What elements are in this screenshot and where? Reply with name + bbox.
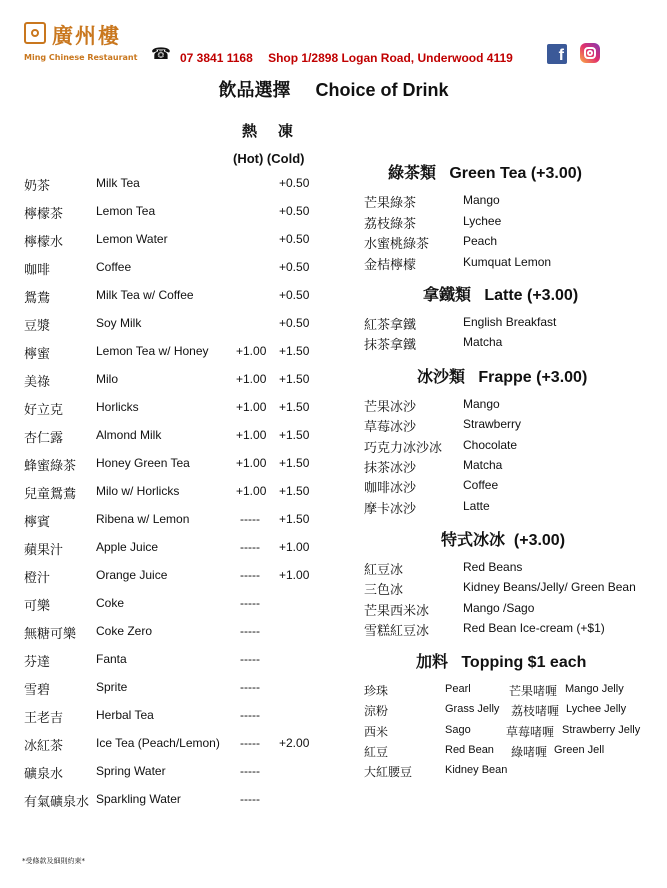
item-name-en: Strawberry	[463, 417, 522, 432]
drink-hot-price: +1.00	[236, 400, 267, 414]
drink-name-cn: 豆漿	[24, 319, 51, 334]
drink-name-en: Coke Zero	[96, 624, 153, 638]
drink-name-en: Orange Juice	[96, 568, 168, 582]
topping-name-en: Strawberry Jelly	[562, 723, 641, 736]
drink-name-en: Lemon Water	[96, 232, 168, 246]
item-name-cn: 咖啡冰沙	[364, 481, 417, 497]
drink-name-en: Apple Juice	[96, 540, 159, 554]
item-name-en: English Breakfast	[463, 315, 557, 329]
phone-number: 07 3841 1168	[180, 51, 253, 65]
drink-cold-price: +1.50	[279, 344, 310, 358]
drink-name-cn: 橙汁	[24, 571, 51, 586]
drink-name-cn: 美祿	[24, 375, 51, 390]
drink-hot-price: -----	[240, 764, 260, 778]
green-tea-heading: 綠茶類 Green Tea (+3.00)	[388, 165, 582, 182]
drink-name-en: Fanta	[96, 652, 127, 666]
topping-name-en: Pearl	[445, 683, 471, 695]
item-name-en: Mango	[463, 193, 500, 207]
hot-cold-header-cn: 熱 凍	[242, 122, 293, 140]
drink-hot-price: -----	[240, 624, 260, 638]
drink-hot-price: -----	[240, 736, 260, 750]
topping-name-en: Grass Jelly	[445, 703, 500, 716]
latte-heading: 拿鐵類 Latte (+3.00)	[423, 287, 579, 304]
drink-name-cn: 檸檬茶	[24, 207, 64, 222]
topping-name-en: Mango Jelly	[565, 683, 624, 695]
item-name-cn: 紅豆冰	[364, 563, 404, 578]
item-name-cn: 草莓冰沙	[364, 420, 417, 436]
topping-name-cn: 綠啫喱	[511, 744, 548, 759]
drink-name-cn: 檸蜜	[24, 347, 51, 362]
drink-name-cn: 檸賓	[24, 515, 51, 530]
drink-name-cn: 冰紅茶	[24, 739, 64, 754]
item-name-en: Mango	[463, 397, 500, 411]
drink-hot-price: +1.00	[236, 456, 267, 470]
drink-name-cn: 蜂蜜綠茶	[24, 459, 77, 474]
item-name-cn: 抹茶冰沙	[364, 460, 417, 476]
item-name-cn: 摩卡冰沙	[364, 501, 417, 517]
item-name-en: Matcha	[463, 457, 503, 472]
drink-name-cn: 有氣礦泉水	[24, 795, 90, 810]
drink-name-cn: 鴛鴦	[24, 291, 51, 306]
drink-name-cn: 檸檬水	[24, 235, 64, 250]
drink-name-en: Lemon Tea w/ Honey	[96, 344, 209, 358]
page-title: 飲品選擇 Choice of Drink	[218, 80, 449, 100]
facebook-icon[interactable]: f	[547, 44, 567, 64]
item-name-en: Coffee	[463, 478, 499, 493]
topping-name-cn: 大紅腰豆	[364, 765, 413, 780]
drink-name-en: Milo	[96, 372, 119, 386]
drink-cold-price: +1.50	[279, 400, 310, 414]
drink-name-en: Sprite	[96, 680, 128, 694]
drink-name-en: Ribena w/ Lemon	[96, 512, 190, 526]
drink-name-cn: 無糖可樂	[24, 627, 77, 642]
drink-name-en: Spring Water	[96, 764, 166, 778]
item-name-cn: 芒果冰沙	[364, 400, 417, 415]
drink-cold-price: +0.50	[279, 176, 310, 190]
item-name-en: Matcha	[463, 335, 503, 349]
item-name-cn: 芒果綠茶	[364, 196, 417, 211]
brand-name-en: Ming Chinese Restaurant	[24, 53, 138, 62]
brand-name-cn: 廣州樓	[52, 23, 121, 48]
logo-icon	[24, 22, 46, 44]
item-name-en: Kidney Beans/Jelly/ Green Bean	[463, 580, 636, 595]
drink-name-en: Coffee	[96, 260, 132, 274]
item-name-cn: 雪糕紅豆冰	[364, 623, 430, 639]
drink-name-en: Milo w/ Horlicks	[96, 484, 180, 498]
drink-name-en: Milk Tea	[96, 176, 140, 190]
topping-name-cn: 芒果啫喱	[509, 684, 558, 698]
item-name-en: Latte	[463, 498, 490, 513]
drink-name-cn: 杏仁露	[24, 431, 64, 446]
drink-hot-price: +1.00	[236, 484, 267, 498]
drink-name-cn: 奶茶	[24, 179, 51, 194]
drink-name-cn: 兒童鴛鴦	[24, 487, 77, 502]
topping-name-en: Lychee Jelly	[566, 703, 627, 716]
address: Shop 1/2898 Logan Road, Underwood 4119	[268, 51, 513, 65]
drink-name-cn: 可樂	[24, 599, 51, 614]
drink-name-cn: 芬達	[24, 655, 51, 670]
topping-name-cn: 草莓啫喱	[506, 724, 555, 739]
drink-hot-price: -----	[240, 568, 260, 582]
topping-name-en: Kidney Bean	[445, 764, 508, 777]
item-name-cn: 巧克力冰沙冰	[364, 440, 443, 456]
drink-hot-price: +1.00	[236, 428, 267, 442]
drink-name-en: Coke	[96, 596, 125, 610]
drink-cold-price: +1.00	[279, 568, 310, 582]
footnote: *受條款及細則約束*	[22, 857, 85, 865]
drink-cold-price: +2.00	[279, 736, 310, 750]
special-ice-heading: 特式冰冰 (+3.00)	[441, 532, 566, 549]
item-name-en: Chocolate	[463, 437, 518, 452]
topping-name-cn: 珍珠	[364, 684, 389, 698]
item-name-cn: 紅茶拿鐵	[364, 318, 417, 333]
drink-cold-price: +1.50	[279, 484, 310, 498]
drink-hot-price: -----	[240, 596, 260, 610]
topping-name-cn: 西米	[364, 724, 389, 739]
drink-cold-price: +1.50	[279, 428, 310, 442]
drink-cold-price: +1.50	[279, 512, 310, 526]
item-name-cn: 抹茶拿鐵	[364, 338, 417, 353]
drink-hot-price: +1.00	[236, 344, 267, 358]
item-name-cn: 金桔檸檬	[364, 257, 417, 273]
topping-name-en: Red Bean	[445, 743, 494, 756]
drink-cold-price: +0.50	[279, 204, 310, 218]
topping-name-cn: 荔枝啫喱	[511, 704, 560, 719]
drink-name-en: Soy Milk	[96, 316, 142, 330]
drink-cold-price: +0.50	[279, 288, 310, 302]
topping-name-cn: 紅豆	[364, 744, 389, 759]
frappe-heading: 冰沙類 Frappe (+3.00)	[417, 369, 588, 386]
item-name-en: Red Bean Ice-cream (+$1)	[463, 620, 605, 635]
drink-name-cn: 王老吉	[24, 711, 64, 726]
drink-hot-price: -----	[240, 708, 260, 722]
drink-hot-price: -----	[240, 652, 260, 666]
topping-name-cn: 涼粉	[364, 704, 389, 719]
drink-cold-price: +0.50	[279, 232, 310, 246]
topping-heading: 加料 Topping $1 each	[416, 654, 587, 671]
instagram-icon[interactable]	[580, 43, 600, 63]
drink-name-en: Ice Tea (Peach/Lemon)	[96, 736, 220, 750]
item-name-en: Red Beans	[463, 560, 523, 574]
drink-cold-price: +1.50	[279, 372, 310, 386]
item-name-cn: 芒果西米冰	[364, 603, 430, 619]
topping-name-en: Green Jell	[554, 743, 605, 756]
drink-cold-price: +1.00	[279, 540, 310, 554]
drink-name-cn: 蘋果汁	[24, 543, 64, 558]
item-name-cn: 荔枝綠茶	[364, 216, 417, 232]
drink-cold-price: +0.50	[279, 316, 310, 330]
item-name-cn: 三色冰	[364, 583, 404, 599]
drink-hot-price: -----	[240, 540, 260, 554]
topping-name-en: Sago	[445, 723, 471, 736]
drink-cold-price: +0.50	[279, 260, 310, 274]
drink-hot-price: -----	[240, 680, 260, 694]
drink-hot-price: -----	[240, 792, 260, 806]
drink-name-cn: 好立克	[24, 403, 64, 418]
item-name-en: Kumquat Lemon	[463, 254, 552, 269]
item-name-en: Lychee	[463, 213, 502, 228]
hot-cold-header-en: (Hot) (Cold)	[233, 151, 305, 166]
item-name-en: Mango /Sago	[463, 600, 535, 615]
contact-line	[180, 51, 525, 65]
drink-name-en: Sparkling Water	[96, 792, 181, 806]
drink-name-en: Lemon Tea	[96, 204, 156, 218]
drink-hot-price: -----	[240, 512, 260, 526]
drink-name-cn: 咖啡	[24, 263, 51, 278]
drink-name-en: Milk Tea w/ Coffee	[96, 288, 194, 302]
phone-icon: ☎	[151, 44, 171, 63]
drink-cold-price: +1.50	[279, 456, 310, 470]
drink-hot-price: +1.00	[236, 372, 267, 386]
drink-name-en: Horlicks	[96, 400, 139, 414]
drink-name-cn: 雪碧	[24, 683, 51, 698]
drink-name-en: Almond Milk	[96, 428, 162, 442]
drink-name-en: Herbal Tea	[96, 708, 154, 722]
item-name-cn: 水蜜桃綠茶	[364, 237, 430, 252]
item-name-en: Peach	[463, 234, 498, 248]
drink-name-en: Honey Green Tea	[96, 456, 190, 470]
drink-name-cn: 礦泉水	[24, 767, 64, 782]
